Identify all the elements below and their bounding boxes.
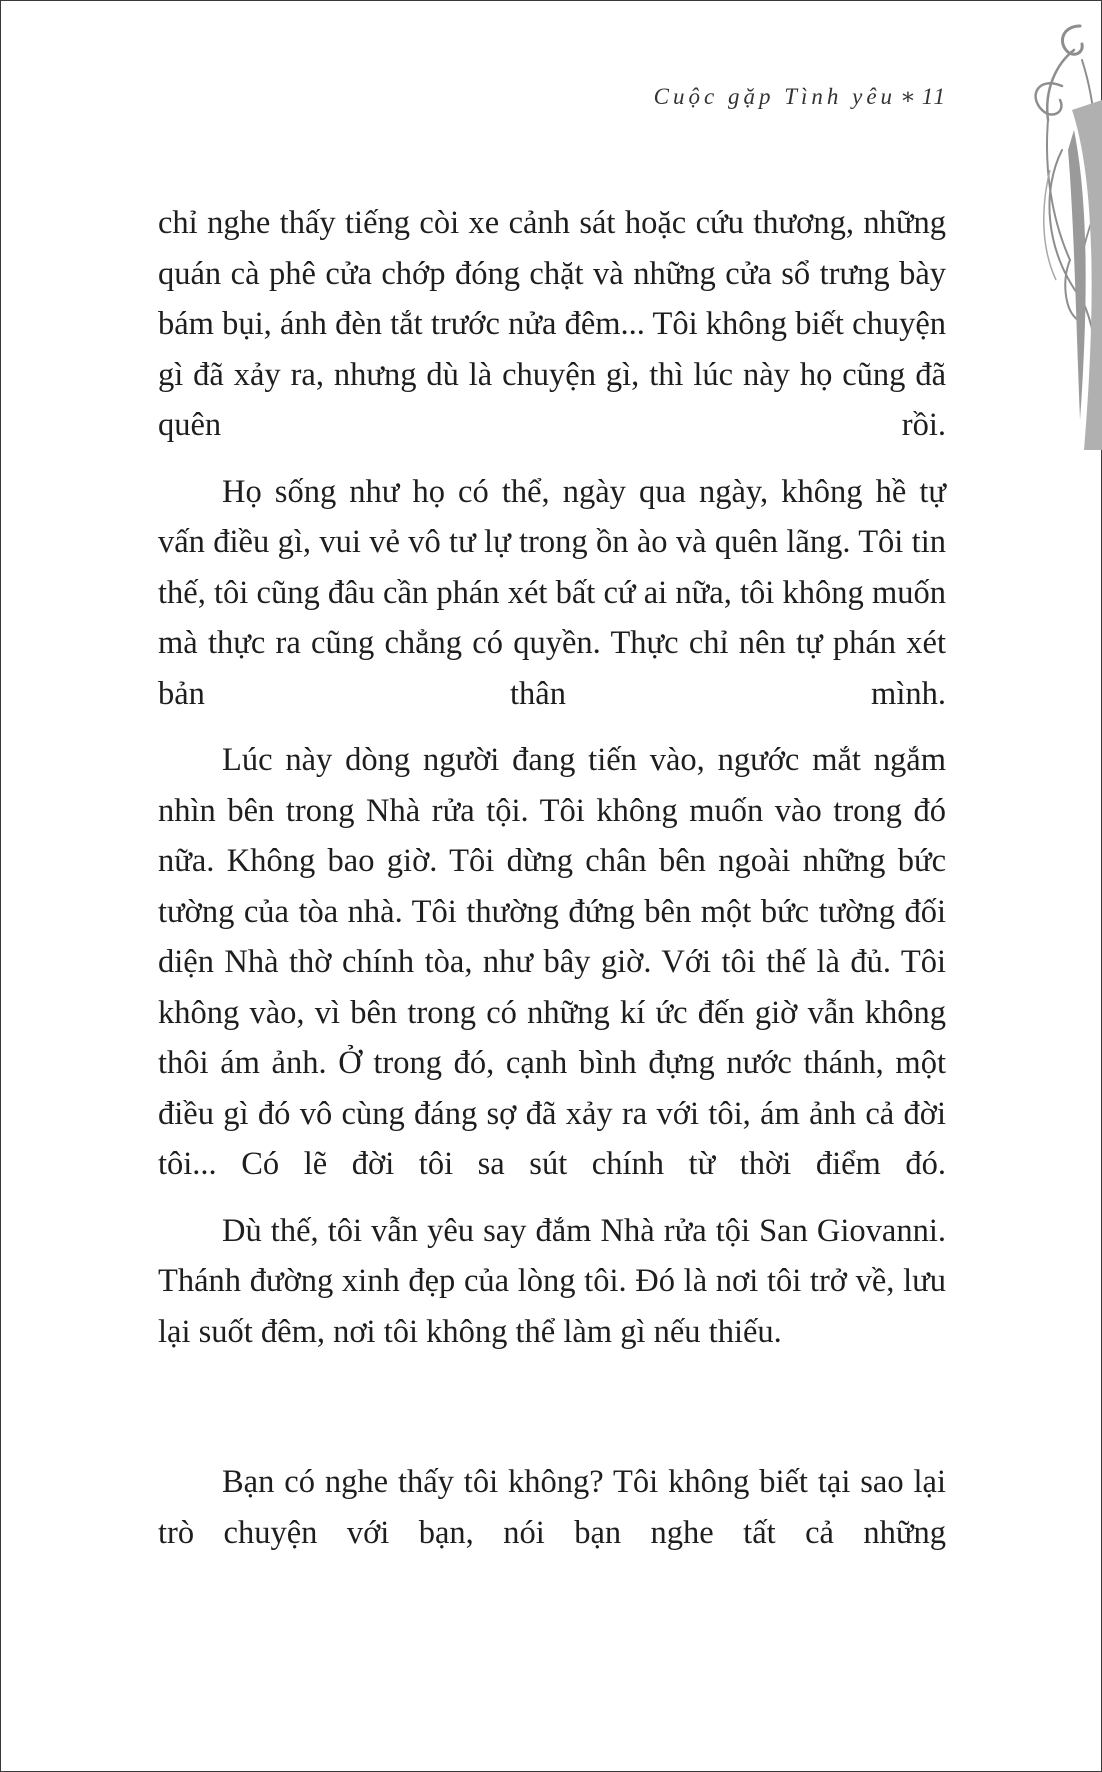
page-number: 11 bbox=[921, 84, 947, 109]
running-header bbox=[654, 84, 947, 110]
running-title: Cuộc gặp Tình yêu bbox=[653, 84, 897, 109]
paragraph: Lúc này dòng người đang tiến vào, ngước mắt ngắm nhìn bên trong Nhà rửa tội. Tôi không muốn vào trong đó nữa. Không bao giờ. Tôi dừng chân bên ngoài những bức tường của tòa nhà. Tôi thường đứng bên một bức tường đối diện Nhà thờ chính tòa, như bây giờ. Với tôi thế là đủ. Tôi không vào, vì bên trong có những kí ức đến giờ vẫn không thôi ám ảnh. Ở trong đó, cạnh bình đựng nước thánh, một điều gì đó vô cùng đáng sợ đã xảy ra với tôi, ám ảnh cả đời tôi... Có lẽ đời tôi sa sút chính từ thời điểm đó. bbox=[158, 742, 946, 1182]
header-separator-icon: ∗ bbox=[900, 84, 916, 109]
paragraph: Họ sống như họ có thể, ngày qua ngày, không hề tự vấn điều gì, vui vẻ vô tư lự trong ồn ào và quên lãng. Tôi tin thế, tôi cũng đâu cần phán xét bất cứ ai nữa, tôi không muốn mà thực ra cũng chẳng có quyền. Thực chỉ nên tự phán xét bản thân mình. bbox=[158, 473, 946, 712]
body-text bbox=[158, 198, 946, 1558]
paragraph: Dù thế, tôi vẫn yêu say đắm Nhà rửa tội San Giovanni. Thánh đường xinh đẹp của lòng tôi. Đó là nơi tôi trở về, lưu lại suốt đêm, nơi tôi không thể làm gì nếu thiếu. bbox=[158, 1212, 946, 1350]
paragraph: Bạn có nghe thấy tôi không? Tôi không biết tại sao lại trò chuyện với bạn, nói bạn nghe tất cả những bbox=[158, 1464, 946, 1551]
paragraph: chỉ nghe thấy tiếng còi xe cảnh sát hoặc cứu thương, những quán cà phê cửa chớp đóng chặt và những cửa sổ trưng bày bám bụi, ánh đèn tắt trước nửa đêm... Tôi không biết chuyện gì đã xảy ra, nhưng dù là chuyện gì, thì lúc này họ cũng đã quên rồi. bbox=[158, 205, 946, 443]
flourish-ornament-icon bbox=[1022, 20, 1102, 520]
